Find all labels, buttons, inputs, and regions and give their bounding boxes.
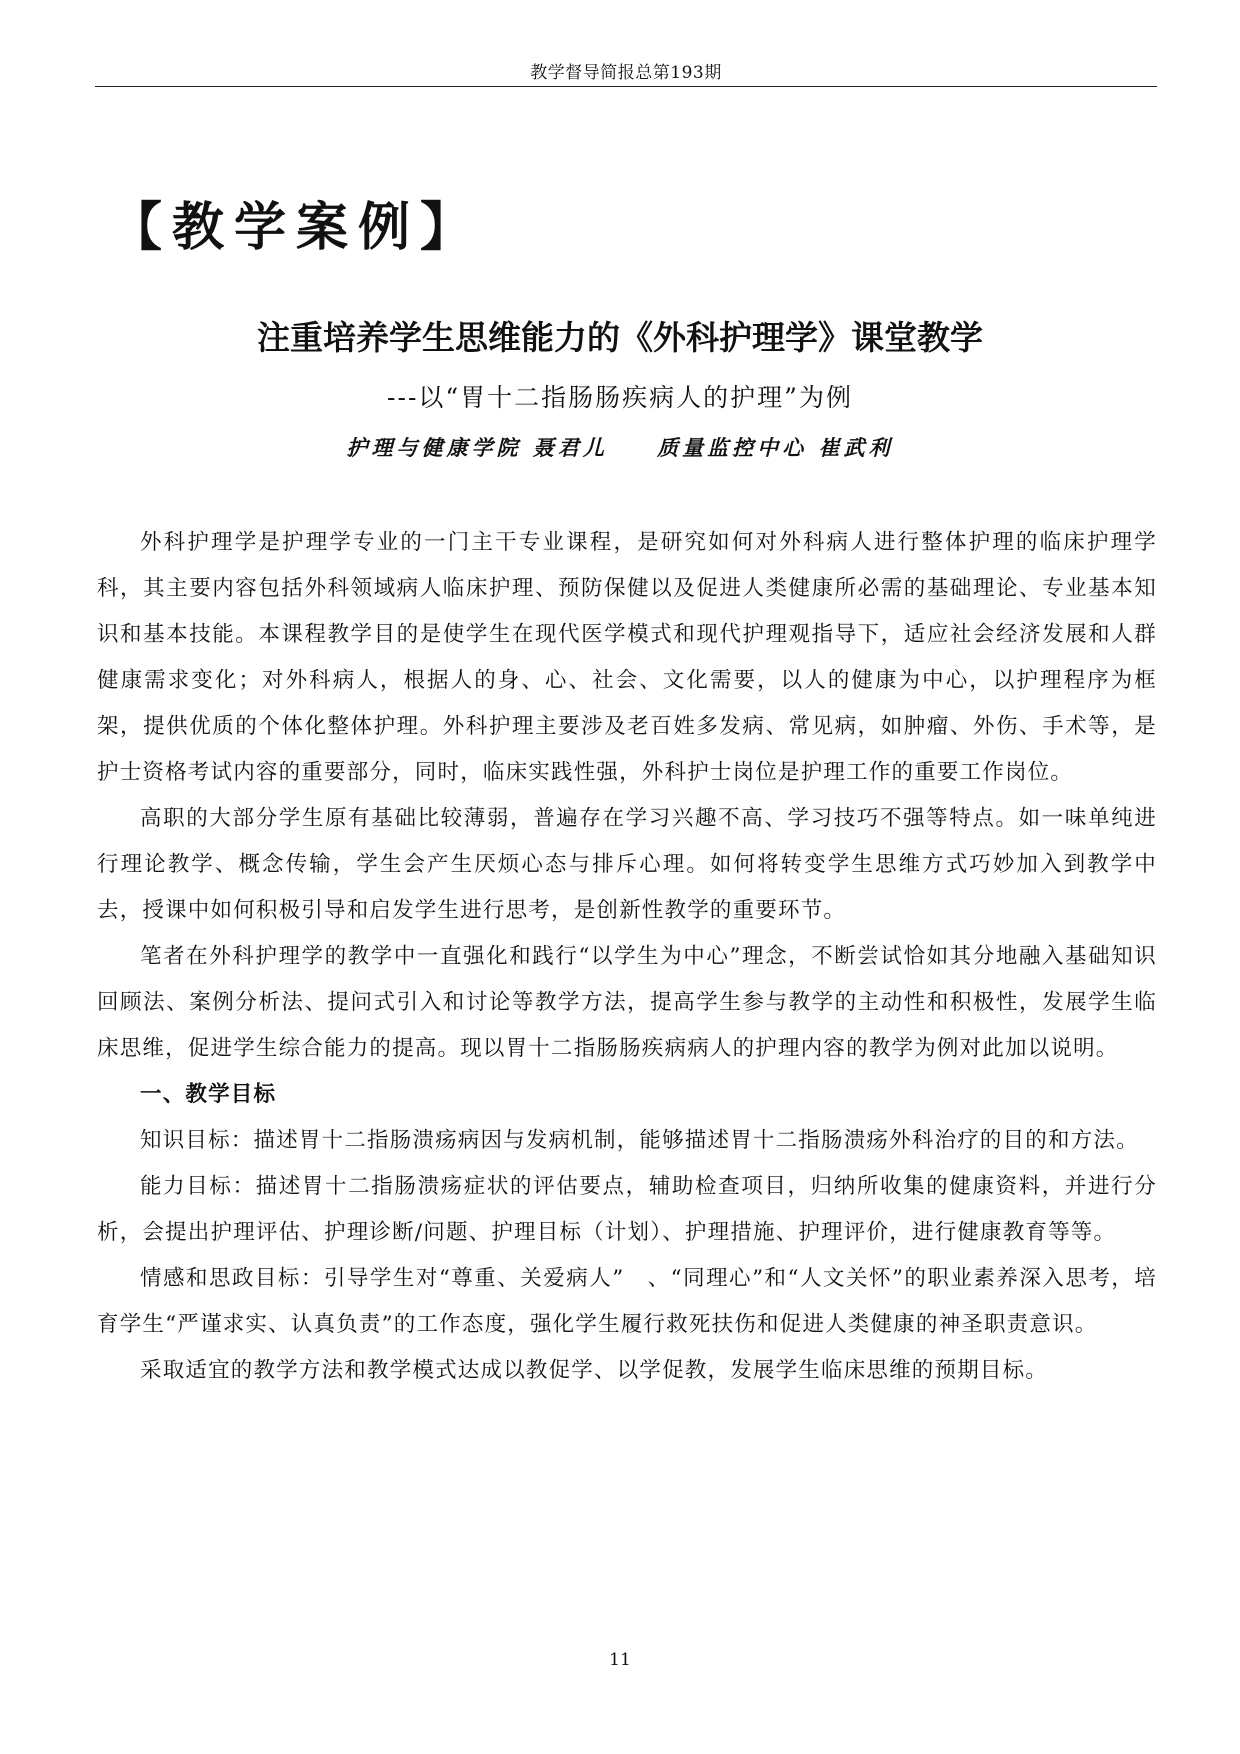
paragraph-method: 采取适宜的教学方法和教学模式达成以教促学、以学促教，发展学生临床思维的预期目标。 <box>140 1358 1049 1383</box>
paragraph-2: 高职的大部分学生原有基础比较薄弱，普遍存在学习兴趣不高、学习技巧不强等特点。如一味单纯进行理论教学、概念传输，学生会产生厌烦心态与排斥心理。如何将转变学生思维方式巧妙加入到教学中去，授课中如何积极引导和启发学生进行思考，是创新性教学的重要环节。 <box>97 806 1157 923</box>
paragraph-emotion-goal: 情感和思政目标：引导学生对“尊重、关爱病人” 、“同理心”和“人文关怀”的职业素养深入思考，培育学生“严谨求实、认真负责”的工作态度，强化学生履行救死扶伤和促进人类健康的神圣职责意识。 <box>97 1266 1157 1337</box>
author-2: 质量监控中心 崔武利 <box>657 435 894 460</box>
paragraph-knowledge-goal: 知识目标：描述胃十二指肠溃疡病因与发病机制，能够描述胃十二指肠溃疡外科治疗的目的和方法。 <box>140 1128 1139 1153</box>
article-subtitle: ---以“胃十二指肠肠疾病人的护理”为例 <box>387 383 853 412</box>
page-number: 11 <box>609 1650 631 1670</box>
article-title: 注重培养学生思维能力的《外科护理学》课堂教学 <box>257 318 983 357</box>
section-heading-1: 一、教学目标 <box>140 1082 277 1107</box>
section-tag: 【教学案例】 <box>110 198 483 258</box>
header-rule <box>95 86 1157 87</box>
running-header: 教学督导简报总第193期 <box>530 63 722 83</box>
article-authors <box>0 432 1240 462</box>
paragraph-1: 外科护理学是护理学专业的一门主干专业课程，是研究如何对外科病人进行整体护理的临床护理学科，其主要内容包括外科领域病人临床护理、预防保健以及促进人类健康所必需的基础理论、专业基本知识和基本技能。本课程教学目的是使学生在现代医学模式和现代护理观指导下，适应社会经济发展和人群健康需求变化；对外科病人，根据人的身、心、社会、文化需要，以人的健康为中心，以护理程序为框架，提供优质的个体化整体护理。外科护理主要涉及老百姓多发病、常见病，如肿瘤、外伤、手术等，是护士资格考试内容的重要部分，同时，临床实践性强，外科护士岗位是护理工作的重要工作岗位。 <box>97 530 1157 785</box>
paragraph-ability-goal: 能力目标：描述胃十二指肠溃疡症状的评估要点，辅助检查项目，归纳所收集的健康资料，并进行分析，会提出护理评估、护理诊断/问题、护理目标（计划）、护理措施、护理评价，进行健康教育等等。 <box>97 1174 1157 1245</box>
paragraph-3: 笔者在外科护理学的教学中一直强化和践行“以学生为中心”理念，不断尝试恰如其分地融入基础知识回顾法、案例分析法、提问式引入和讨论等教学方法，提高学生参与教学的主动性和积极性，发展学生临床思维，促进学生综合能力的提高。现以胃十二指肠肠疾病病人的护理内容的教学为例对此加以说明。 <box>97 944 1157 1061</box>
author-1: 护理与健康学院 聂君儿 <box>346 435 608 460</box>
article-body <box>97 520 1157 1394</box>
